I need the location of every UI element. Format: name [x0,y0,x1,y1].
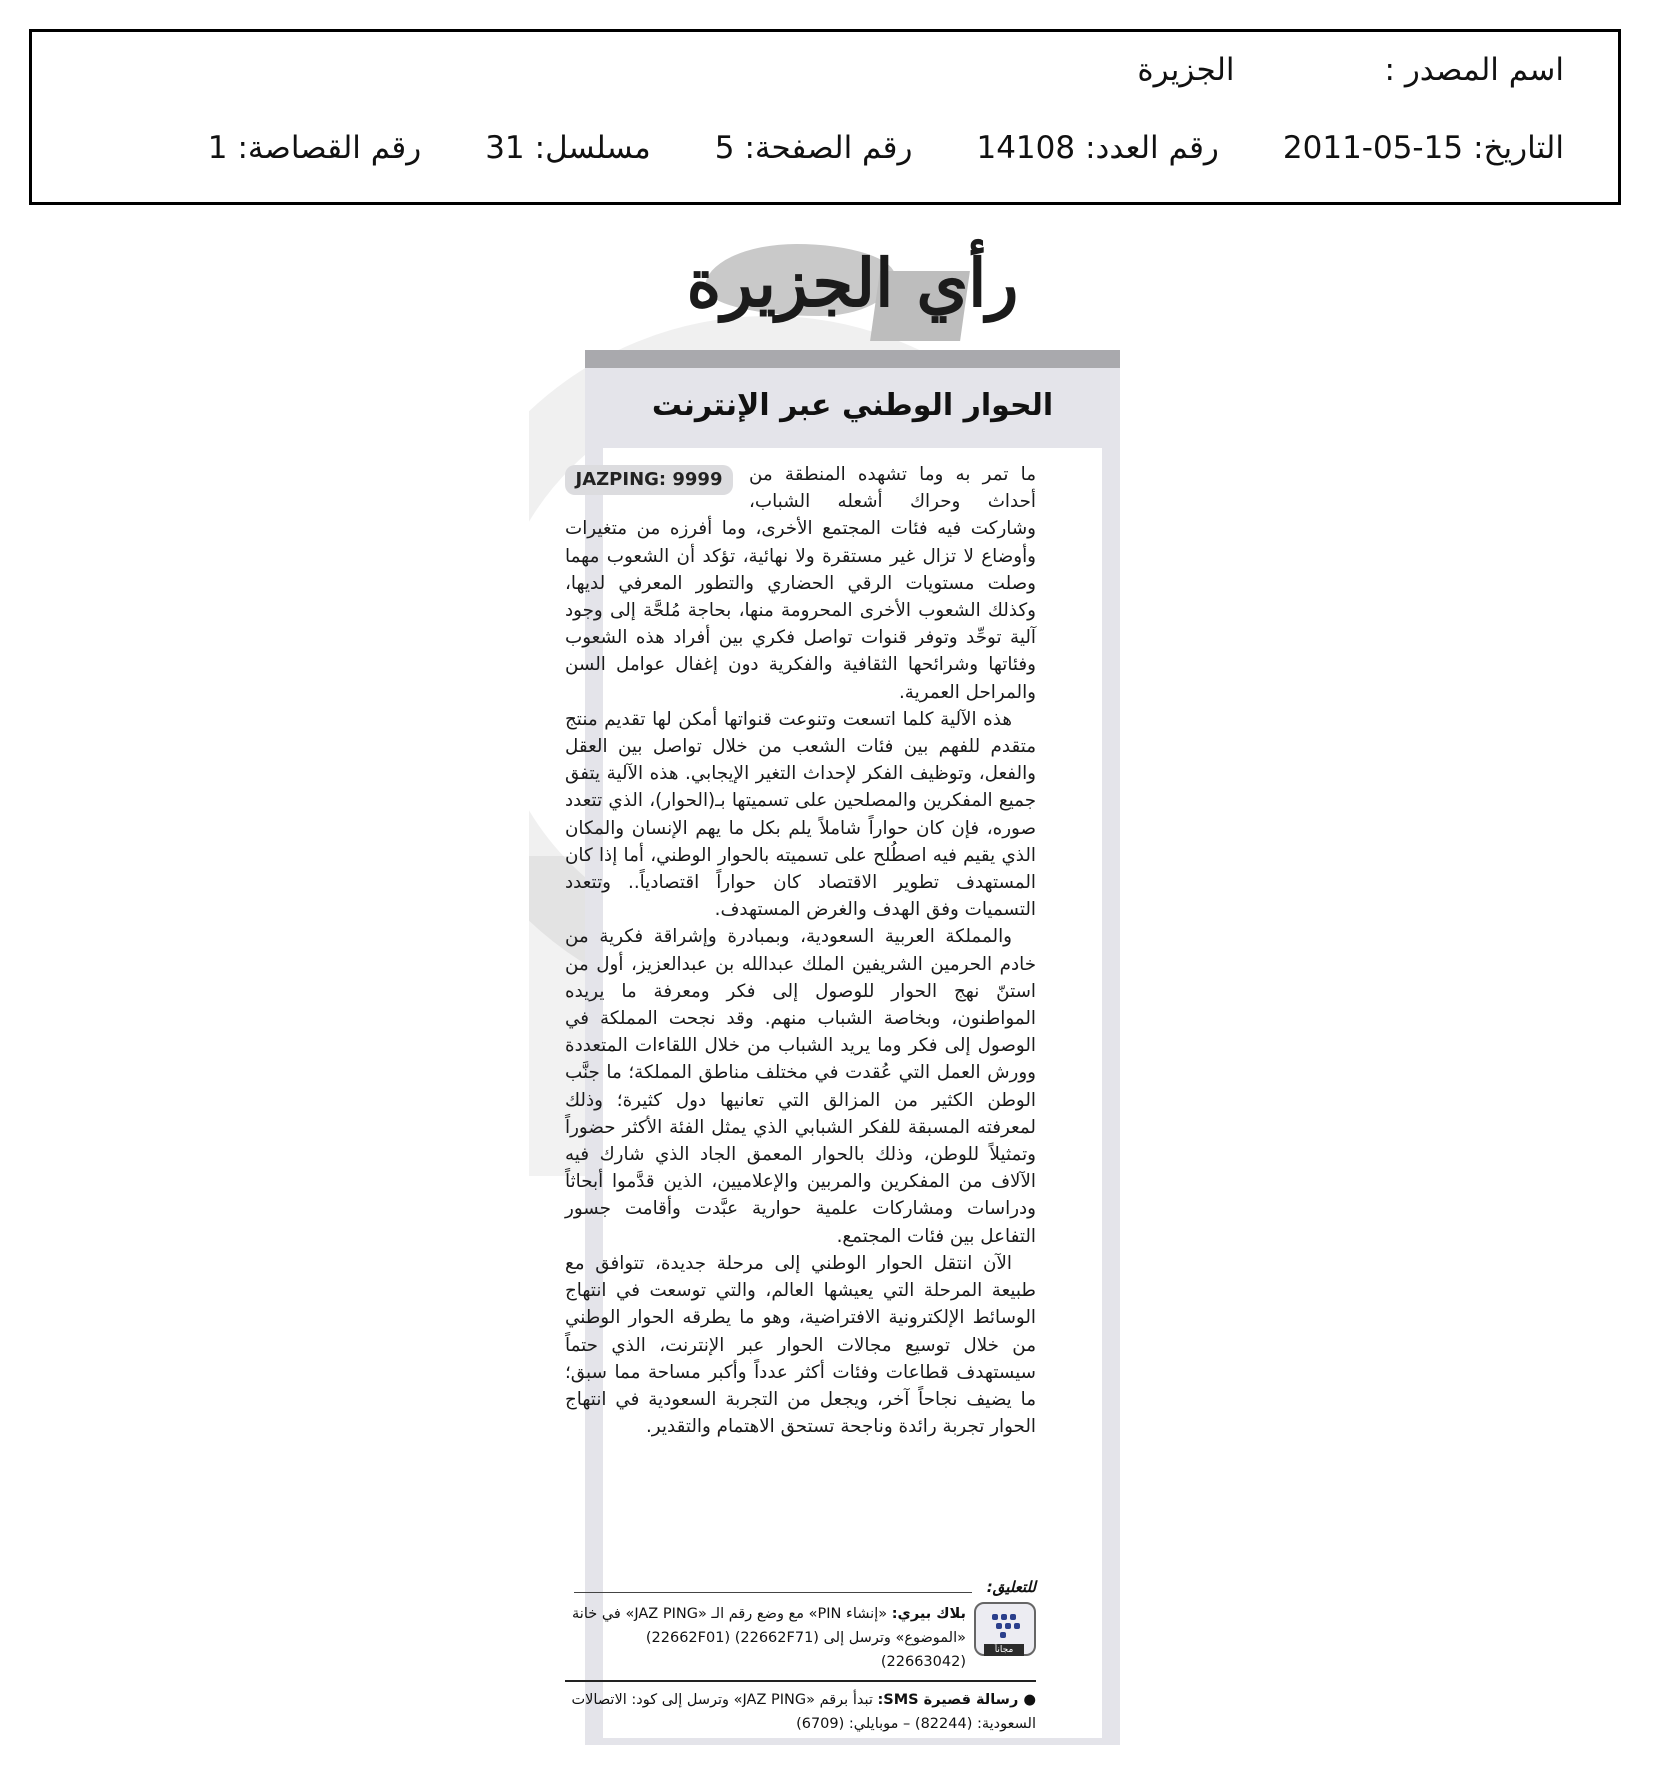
divider [565,1680,1036,1682]
clip-number-label: رقم القصاصة: [237,130,422,166]
clip-number-value: 1 [207,130,228,166]
source-value: الجزيرة [1137,52,1235,88]
serial-field [485,130,651,166]
sms-label: ● رسالة قصيرة SMS: [877,1692,1036,1708]
jazping-badge: JAZPING: 9999 [565,465,733,495]
date-field [1283,130,1564,166]
blackberry-instructions [565,1602,966,1674]
sms-text: تبدأ برقم «JAZ PING» وترسل إلى كود: الاتصالات السعودية: (82244) – موبايلي: (6709) [571,1692,1036,1732]
page-field [715,130,913,166]
serial-value: 31 [485,130,525,166]
issue-value: 14108 [976,130,1076,166]
article-body [565,461,1036,1440]
blackberry-text: «إنشاء PIN» مع وضع رقم الـ «JAZ PING» في خانة «الموضوع» وترسل إلى (22662F71) (22662F01) (22663042) [572,1606,966,1670]
source-label: اسم المصدر : [1384,52,1564,88]
date-value: 2011-05-15 [1282,130,1464,166]
metadata-row-source [1137,52,1564,88]
sms-instructions [565,1688,1036,1736]
paragraph: والمملكة العربية السعودية، وبمبادرة وإشراقة فكرية من خادم الحرمين الشريفين الملك عبدالله بن عبدالعزيز، أول من استنّ نهج الحوار للوصول إلى فكر ومعرفة ما يريده المواطنون، وبخاصة الشباب منهم. وقد نجحت المملكة في الوصول إلى فكر وما يريد الشباب من خلال اللقاءات المتعددة وورش العمل التي عُقدت في مختلف مناطق المملكة؛ ما جنَّب الوطن الكثير من المزالق التي تعانيها دول كثيرة؛ وذلك لمعرفته المسبقة للفكر الشبابي الذي يمثل الفئة الأكثر حضوراً وتمثيلاً للوطن، وذلك بالحوار المعمق الجاد الذي شارك فيه الآلاف من المفكرين والمربين والإعلاميين، الذين قدَّموا أبحاثاً ودراسات ومشاركات علمية حوارية عبَّدت وأقامت جسور التفاعل بين فئات المجتمع. [565,926,1036,1247]
clip-number-field [208,130,421,166]
issue-label: رقم العدد: [1085,130,1219,166]
blackberry-row [565,1602,1036,1674]
newspaper-clipping [529,236,1124,1751]
free-badge: مجاناً [984,1644,1024,1656]
paragraph: ما تمر به وما تشهده المنطقة من أحداث وحراك أشعله الشباب، وشاركت فيه فئات المجتمع الأخرى، وما أفرزه من متغيرات وأوضاع لا تزال غير مستقرة ولا نهائية، تؤكد أن الشعوب مهما وصلت مستويات الرقي الحضاري والتطور المعرفي لديها، وكذلك الشعوب الأخرى المحرومة منها، بحاجة مُلحَّة إلى وجود آلية توحِّد وتوفر قنوات تواصل فكري بين أفراد هذه الشعوب وفئاتها وشرائحها الثقافية والفكرية دون إغفال عوامل السن والمراحل العمرية. [565,464,1036,703]
divider [574,1592,972,1593]
comment-heading: للتعليق: [986,1578,1036,1596]
column-top-bar [585,350,1120,368]
masthead [585,236,1120,354]
masthead-title: رأي الجزيرة [686,244,1019,322]
document-metadata-box [29,29,1621,205]
metadata-row-details [208,130,1564,166]
serial-label: مسلسل: [534,130,651,166]
comment-section [565,1578,1036,1736]
blackberry-icon [974,1602,1036,1656]
issue-field [976,130,1218,166]
article-headline: الحوار الوطني عبر الإنترنت [651,388,1054,423]
paragraph: الآن انتقل الحوار الوطني إلى مرحلة جديدة، تتوافق مع طبيعة المرحلة التي يعيشها العالم، والتي توسعت في انتهاج الوسائط الإلكترونية الافتراضية، وهو ما يطرقه الحوار الوطني من خلال توسيع مجالات الحوار عبر الإنترنت، الذي حتماً سيستهدف قطاعات وفئات أكثر عدداً وأكبر مساحة مما سبق؛ ما يضيف نجاحاً آخر، ويجعل من التجربة السعودية في انتهاج الحوار تجربة رائدة وناجحة تستحق الاهتمام والتقدير. [565,1252,1036,1438]
date-label: التاريخ: [1473,130,1564,166]
paragraph: هذه الآلية كلما اتسعت وتنوعت قنواتها أمكن لها تقديم منتج متقدم للفهم بين فئات الشعب من خلال تواصل بين العقل والفعل، وتوظيف الفكر لإحداث التغير الإيجابي. هذه الآلية يتفق جميع المفكرين والمصلحين على تسميتها بـ(الحوار)، الذي تتعدد صوره، فإن كان حواراً شاملاً يلم بكل ما يهم الإنسان والمكان الذي يقيم فيه اصطُلح على تسميته بالحوار الوطني، أما إذا كان المستهدف تطوير الاقتصاد كان حواراً اقتصادياً.. وتتعدد التسميات وفق الهدف والغرض المستهدف. [565,708,1036,921]
page-label: رقم الصفحة: [744,130,913,166]
page-value: 5 [714,130,735,166]
blackberry-label: بلاك بيري: [891,1606,966,1622]
